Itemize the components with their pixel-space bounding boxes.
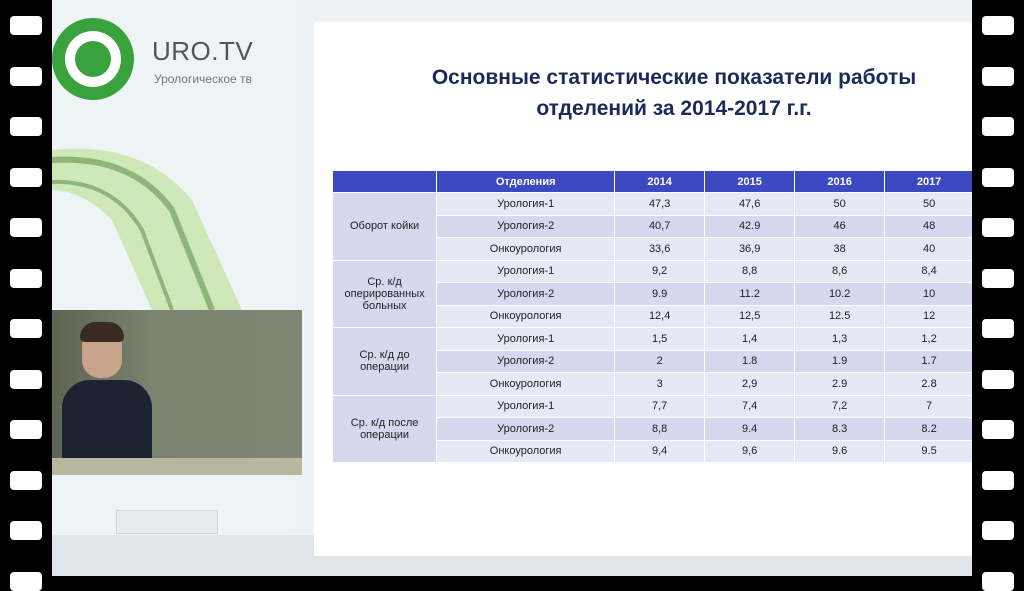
film-hole: [10, 16, 42, 35]
department-cell: Урология-1: [437, 395, 615, 418]
film-hole: [982, 319, 1014, 338]
monitor-stand: [116, 510, 218, 534]
value-cell: 40: [885, 238, 972, 261]
film-strip-left: [0, 0, 52, 576]
department-cell: Урология-2: [437, 418, 615, 441]
film-hole: [982, 67, 1014, 86]
value-cell: 8.2: [885, 418, 972, 441]
department-cell: Онкоурология: [437, 238, 615, 261]
value-cell: 48: [885, 215, 972, 238]
value-cell: 9,6: [705, 440, 795, 463]
value-cell: 36,9: [705, 238, 795, 261]
film-hole: [982, 218, 1014, 237]
value-cell: 1.9: [795, 350, 885, 373]
film-hole: [10, 471, 42, 490]
film-strip-right: [972, 0, 1024, 576]
column-header: 2017: [885, 171, 972, 193]
column-header: Отделения: [437, 171, 615, 193]
film-hole: [10, 370, 42, 389]
table-row: [333, 395, 973, 418]
department-cell: Урология-2: [437, 283, 615, 306]
department-cell: Урология-1: [437, 328, 615, 351]
column-header: 2016: [795, 171, 885, 193]
film-hole: [10, 572, 42, 591]
value-cell: 47,6: [705, 193, 795, 216]
value-cell: 12,4: [615, 305, 705, 328]
brand-name: URO.TV: [152, 36, 254, 66]
value-cell: 7,7: [615, 395, 705, 418]
film-hole: [982, 521, 1014, 540]
department-cell: Онкоурология: [437, 305, 615, 328]
film-hole: [10, 218, 42, 237]
value-cell: 8,8: [705, 260, 795, 283]
value-cell: 7,4: [705, 395, 795, 418]
brand-tagline: Урологическое тв: [154, 72, 252, 86]
video-frame: [52, 0, 972, 576]
value-cell: 8,8: [615, 418, 705, 441]
column-header: [333, 171, 437, 193]
value-cell: 9.6: [795, 440, 885, 463]
value-cell: 12,5: [705, 305, 795, 328]
film-hole: [10, 269, 42, 288]
value-cell: 11.2: [705, 283, 795, 306]
film-hole: [10, 319, 42, 338]
value-cell: 10.2: [795, 283, 885, 306]
column-header: 2015: [705, 171, 795, 193]
value-cell: 38: [795, 238, 885, 261]
department-cell: Онкоурология: [437, 373, 615, 396]
department-cell: Урология-1: [437, 260, 615, 283]
table-header-row: [333, 171, 973, 193]
value-cell: 1.8: [705, 350, 795, 373]
value-cell: 2,9: [705, 373, 795, 396]
slide-title-line-1: Основные статистические показатели работы: [431, 66, 917, 89]
film-hole: [982, 168, 1014, 187]
value-cell: 46: [795, 215, 885, 238]
presentation-slide: [314, 22, 972, 556]
statistics-table: [332, 170, 972, 463]
value-cell: 1,5: [615, 328, 705, 351]
group-label: Ср. к/д после операции: [333, 395, 437, 463]
table-row: [333, 260, 973, 283]
value-cell: 50: [885, 193, 972, 216]
group-label: Ср. к/д оперированных больных: [333, 260, 437, 328]
value-cell: 3: [615, 373, 705, 396]
film-hole: [10, 117, 42, 136]
value-cell: 1,3: [795, 328, 885, 351]
slide-title-line-2: отделений за 2014-2017 г.г.: [536, 97, 812, 120]
film-hole: [982, 420, 1014, 439]
value-cell: 2.9: [795, 373, 885, 396]
film-hole: [982, 572, 1014, 591]
value-cell: 8,6: [795, 260, 885, 283]
group-label: Ср. к/д до операции: [333, 328, 437, 396]
value-cell: 7: [885, 395, 972, 418]
film-hole: [982, 370, 1014, 389]
value-cell: 1,4: [705, 328, 795, 351]
value-cell: 9,2: [615, 260, 705, 283]
department-cell: Онкоурология: [437, 440, 615, 463]
column-header: 2014: [615, 171, 705, 193]
film-hole: [10, 420, 42, 439]
value-cell: 47,3: [615, 193, 705, 216]
value-cell: 7,2: [795, 395, 885, 418]
slide-title: [384, 62, 964, 124]
value-cell: 10: [885, 283, 972, 306]
value-cell: 50: [795, 193, 885, 216]
speaker-video: [52, 310, 302, 475]
value-cell: 8,4: [885, 260, 972, 283]
department-cell: Урология-2: [437, 215, 615, 238]
value-cell: 1.7: [885, 350, 972, 373]
value-cell: 2: [615, 350, 705, 373]
table-row: [333, 193, 973, 216]
podium: [52, 458, 302, 475]
value-cell: 1,2: [885, 328, 972, 351]
value-cell: 33,6: [615, 238, 705, 261]
value-cell: 8.3: [795, 418, 885, 441]
film-hole: [10, 521, 42, 540]
film-hole: [982, 471, 1014, 490]
value-cell: 9,4: [615, 440, 705, 463]
film-hole: [982, 269, 1014, 288]
value-cell: 12: [885, 305, 972, 328]
group-label: Оборот койки: [333, 193, 437, 261]
branding-panel: [52, 0, 292, 576]
film-hole: [10, 67, 42, 86]
value-cell: 42.9: [705, 215, 795, 238]
table-row: [333, 328, 973, 351]
film-hole: [982, 117, 1014, 136]
value-cell: 9.4: [705, 418, 795, 441]
value-cell: 9.9: [615, 283, 705, 306]
film-hole: [10, 168, 42, 187]
value-cell: 40,7: [615, 215, 705, 238]
urotv-logo: [52, 18, 134, 100]
film-hole: [982, 16, 1014, 35]
value-cell: 12.5: [795, 305, 885, 328]
department-cell: Урология-2: [437, 350, 615, 373]
department-cell: Урология-1: [437, 193, 615, 216]
value-cell: 9.5: [885, 440, 972, 463]
value-cell: 2.8: [885, 373, 972, 396]
film-reel-graphic: [52, 140, 242, 310]
